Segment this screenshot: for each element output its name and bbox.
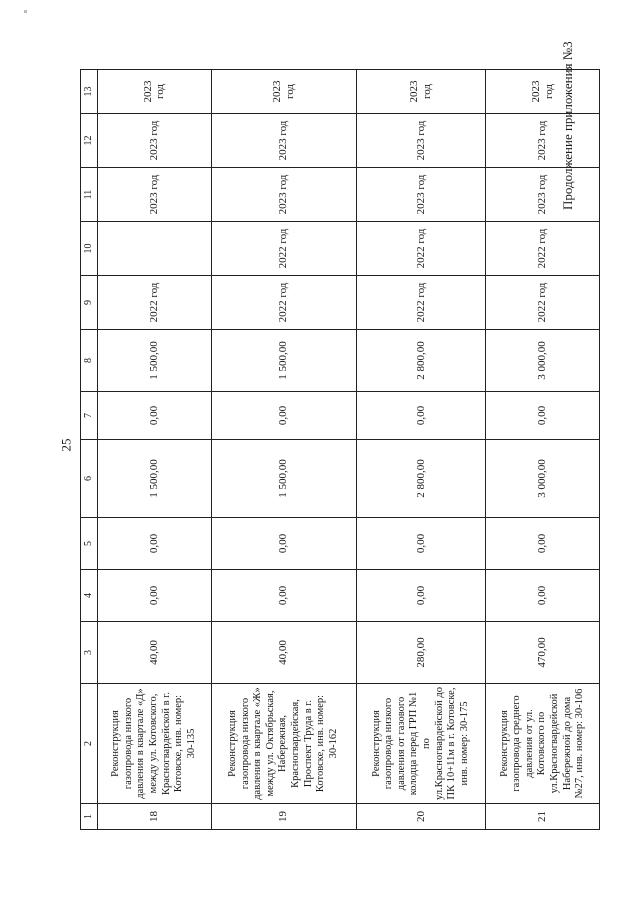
- cell-col12: 2023 год: [356, 114, 485, 168]
- header-cell: 1: [81, 804, 98, 830]
- table-row: [486, 70, 600, 830]
- cell-col3: 40,00: [211, 622, 356, 684]
- cell-col7: 0,00: [486, 392, 600, 440]
- cell-col7: 0,00: [356, 392, 485, 440]
- cell-col8: 3 000,00: [486, 330, 600, 392]
- header-cell: 10: [81, 222, 98, 276]
- cell-col7: 0,00: [98, 392, 212, 440]
- header-cell: 8: [81, 330, 98, 392]
- object-name: Реконструкция газопровода низкого давления в квартале «Д» между ул. Котовского, Красногвардейской в г. Котовске, инв. номер: 30-135: [98, 684, 212, 804]
- cell-col13: 2023 год: [486, 70, 600, 114]
- header-cell: 11: [81, 168, 98, 222]
- cell-col4: 0,00: [486, 570, 600, 622]
- cell-col12: 2023 год: [486, 114, 600, 168]
- cell-col11: 2023 год: [211, 168, 356, 222]
- rotated-table-container: [80, 70, 600, 830]
- cell-col9: 2022 год: [486, 276, 600, 330]
- page-number: [60, 437, 73, 453]
- row-number: 20: [356, 804, 485, 830]
- cell-col13: 2023 год: [211, 70, 356, 114]
- cell-col12: 2023 год: [98, 114, 212, 168]
- table-frame: [80, 70, 600, 830]
- cell-col4: 0,00: [211, 570, 356, 622]
- table-row: [211, 70, 356, 830]
- cell-col13: 2023 год: [356, 70, 485, 114]
- header-cell: 3: [81, 622, 98, 684]
- cell-col11: 2023 год: [486, 168, 600, 222]
- row-number: 21: [486, 804, 600, 830]
- appendix-table: [80, 69, 600, 830]
- cell-col10: [98, 222, 212, 276]
- cell-col3: 280,00: [356, 622, 485, 684]
- object-name: Реконструкция газопровода среднего давления от ул. Котовского по ул.Красногвардейской Набережной до дома №27, инв. номер: 30-106: [486, 684, 600, 804]
- header-row: [81, 70, 98, 830]
- object-name: Реконструкция газопровода низкого давления от газового колодца перед ГРП №1 по ул.Красногвардейской до ПК 10+11м в г. Котовске, инв. номер: 30-175: [356, 684, 485, 804]
- scan-speck: [24, 10, 27, 13]
- cell-col9: 2022 год: [98, 276, 212, 330]
- object-name: Реконструкция газопровода низкого давления в квартале «Ж» между ул. Октябрьская, Набережная, Красногвардейская, Проспект Труда в г. Котовске, инв. номер: 30-162: [211, 684, 356, 804]
- header-cell: 12: [81, 114, 98, 168]
- cell-col4: 0,00: [98, 570, 212, 622]
- cell-col5: 0,00: [486, 518, 600, 570]
- header-cell: 4: [81, 570, 98, 622]
- cell-col5: 0,00: [356, 518, 485, 570]
- table-row: [98, 70, 212, 830]
- header-cell: 6: [81, 440, 98, 518]
- header-cell: 9: [81, 276, 98, 330]
- header-cell: 7: [81, 392, 98, 440]
- header-cell: 5: [81, 518, 98, 570]
- cell-col8: 2 800,00: [356, 330, 485, 392]
- page-number-text: 25: [58, 438, 74, 452]
- header-cell: 2: [81, 684, 98, 804]
- cell-col4: 0,00: [356, 570, 485, 622]
- cell-col6: 3 000,00: [486, 440, 600, 518]
- cell-col6: 1 500,00: [98, 440, 212, 518]
- cell-col10: 2022 год: [356, 222, 485, 276]
- cell-col3: 40,00: [98, 622, 212, 684]
- cell-col9: 2022 год: [211, 276, 356, 330]
- cell-col5: 0,00: [211, 518, 356, 570]
- cell-col10: 2022 год: [486, 222, 600, 276]
- row-number: 18: [98, 804, 212, 830]
- cell-col8: 1 500,00: [211, 330, 356, 392]
- row-number: 19: [211, 804, 356, 830]
- cell-col13: 2023 год: [98, 70, 212, 114]
- cell-col7: 0,00: [211, 392, 356, 440]
- header-cell: 13: [81, 70, 98, 114]
- cell-col8: 1 500,00: [98, 330, 212, 392]
- cell-col6: 1 500,00: [211, 440, 356, 518]
- cell-col9: 2022 год: [356, 276, 485, 330]
- cell-col11: 2023 год: [98, 168, 212, 222]
- cell-col3: 470,00: [486, 622, 600, 684]
- continuation-title-text: Продолжение приложения №3: [560, 41, 575, 210]
- cell-col6: 2 800,00: [356, 440, 485, 518]
- cell-col10: 2022 год: [211, 222, 356, 276]
- cell-col5: 0,00: [98, 518, 212, 570]
- table-row: [356, 70, 485, 830]
- cell-col12: 2023 год: [211, 114, 356, 168]
- cell-col11: 2023 год: [356, 168, 485, 222]
